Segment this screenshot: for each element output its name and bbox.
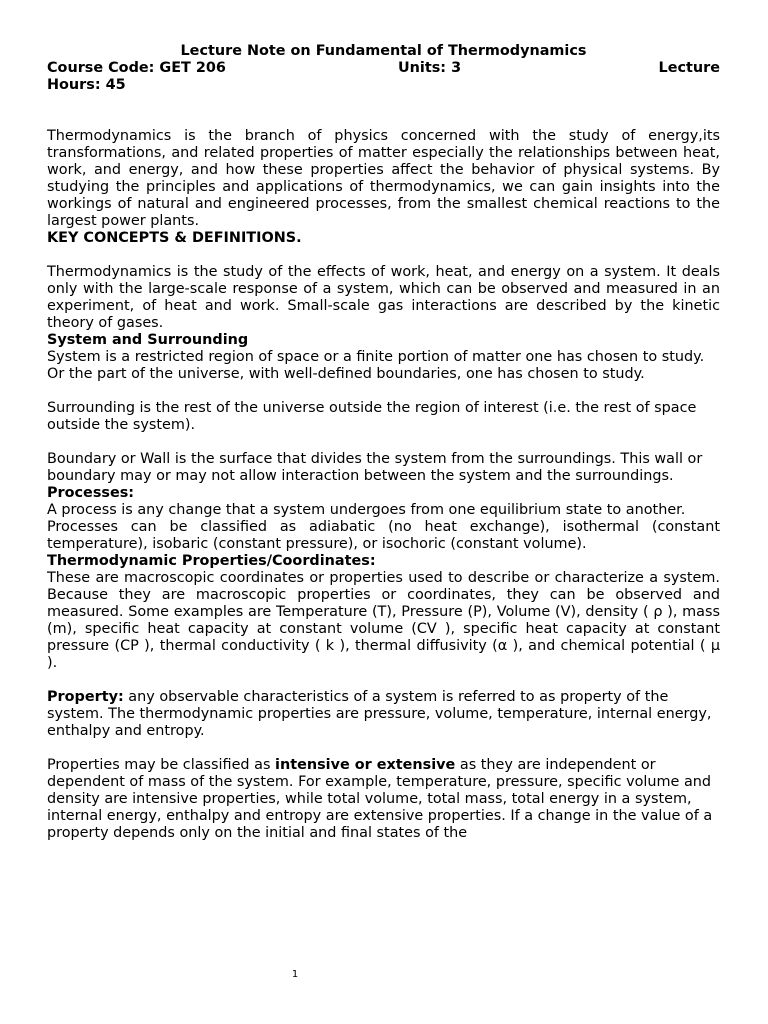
processes-heading: Processes:: [47, 485, 135, 501]
lecture-hours: Hours: 45: [47, 77, 126, 93]
processes-paragraph-2: Processes can be classified as adiabatic (no heat exchange), isothermal (constant temperature), isobaric (constant pressure), or isochoric (constant volume).: [47, 519, 720, 552]
properties-paragraph: These are macroscopic coordinates or properties used to describe or characterize a system. Because they are macroscopic properties or coordinates, they can be observed and measured. Some examples are Temperature (T), Pressure (P), Volume (V), density ( ρ ), mass (m), specific heat capacity at constant volume (CV ), specific heat capacity at constant pressure (CP ), thermal conductivity ( k ), thermal diffusivity (α ), and chemical potential ( μ ).: [47, 570, 720, 671]
system-paragraph: System is a restricted region of space or a finite portion of matter one has chosen to study. Or the part of the universe, with well-defined boundaries, one has chosen to study.: [47, 349, 705, 382]
property-text: any observable characteristics of a system is referred to as property of the system. The thermodynamic properties are pressure, volume, temperature, internal energy, enthalpy and entropy.: [47, 689, 712, 739]
course-info-line: [47, 60, 720, 77]
intro-paragraph: Thermodynamics is the branch of physics concerned with the study of energy,its transformations, and related properties of matter especially the relationships between heat, work, and energy, and how these properties affect the behavior of physical systems. By studying the principles and applications of thermodynamics, we can gain insights into the workings of natural and engineered processes, from the smallest chemical reactions to the largest power plants.: [47, 128, 720, 229]
property-paragraph: [47, 689, 720, 740]
page-number: 1: [291, 969, 299, 980]
classification-after: as they are independent or dependent of mass of the system. For example, temperature, pressure, specific volume and density are intensive properties, while total volume, total mass, total energy in a system, internal energy, enthalpy and entropy are extensive properties. If a change in the value of a property depends only on the initial and final states of the: [47, 757, 713, 841]
key-concepts-paragraph: Thermodynamics is the study of the effects of work, heat, and energy on a system. It deals only with the large-scale response of a system, which can be observed and measured in an experiment, of heat and work. Small-scale gas interactions are described by the kinetic theory of gases.: [47, 264, 720, 331]
system-heading: System and Surrounding: [47, 332, 249, 348]
surrounding-paragraph: Surrounding is the rest of the universe outside the region of interest (i.e. the rest of space outside the system).: [47, 400, 697, 433]
key-concepts-heading: KEY CONCEPTS & DEFINITIONS.: [47, 230, 302, 246]
document-page: [47, 43, 720, 842]
course-code: Course Code: GET 206: [47, 60, 226, 76]
property-label: Property:: [47, 689, 124, 705]
document-title: Lecture Note on Fundamental of Thermodynamics: [180, 43, 587, 59]
classification-before: Properties may be classified as: [47, 757, 276, 773]
boundary-paragraph: Boundary or Wall is the surface that divides the system from the surroundings. This wall or boundary may or may not allow interaction between the system and the surroundings.: [47, 451, 703, 484]
lecture-label: Lecture: [658, 60, 720, 76]
classification-bold: intensive or extensive: [275, 757, 456, 773]
properties-heading: Thermodynamic Properties/Coordinates:: [47, 553, 376, 569]
classification-paragraph: [47, 757, 720, 842]
course-units: Units: 3: [398, 60, 462, 76]
processes-paragraph-1: A process is any change that a system undergoes from one equilibrium state to another.: [47, 502, 686, 518]
